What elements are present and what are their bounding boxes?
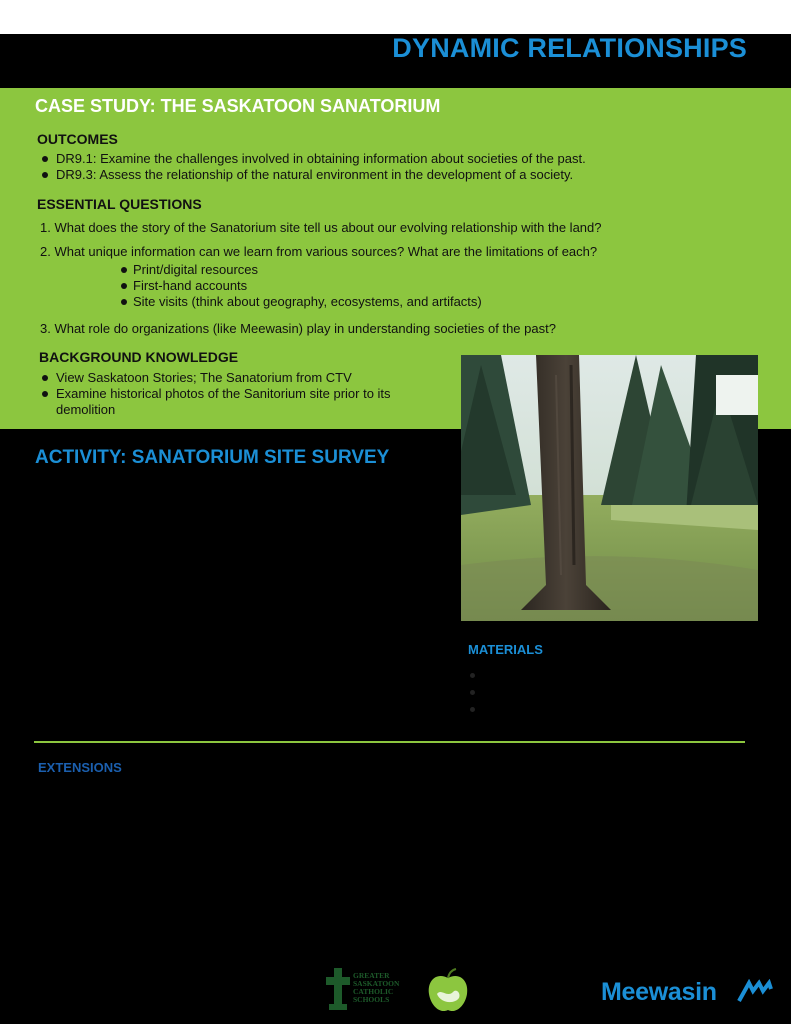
bullet-icon [42, 172, 48, 178]
bullet-icon [121, 283, 127, 289]
meewasin-logo: Meewasin [601, 978, 717, 1006]
section-divider [34, 741, 745, 743]
case-study-title: CASE STUDY: THE SASKATOON SANATORIUM [35, 96, 441, 116]
bullet-icon [42, 156, 48, 162]
activity-title: ACTIVITY: SANATORIUM SITE SURVEY [35, 447, 390, 468]
question-1: 1. What does the story of the Sanatorium site tell us about our evolving relationship with the land? [40, 220, 602, 235]
catholic-schools-cross-icon [326, 968, 350, 1015]
sources-list [120, 262, 482, 310]
bullet-icon [470, 673, 475, 678]
outcomes-list [40, 151, 586, 183]
bullet-icon [121, 299, 127, 305]
background-heading: BACKGROUND KNOWLEDGE [39, 349, 239, 365]
list-item: Site visits (think about geography, ecosystems, and artifacts) [120, 294, 482, 310]
meewasin-wave-icon [737, 979, 773, 1008]
materials-heading: MATERIALS [468, 642, 543, 657]
list-item: First-hand accounts [120, 278, 482, 294]
page-title: DYNAMIC RELATIONSHIPS [392, 33, 747, 63]
bullet-icon [470, 690, 475, 695]
question-3: 3. What role do organizations (like Meewasin) play in understanding societies of the past? [40, 321, 556, 336]
extensions-heading: EXTENSIONS [38, 760, 122, 775]
catholic-schools-logo-text: GREATER SASKATOON CATHOLIC SCHOOLS [353, 971, 400, 1004]
essential-questions-heading: ESSENTIAL QUESTIONS [37, 196, 202, 212]
list-item: View Saskatoon Stories; The Sanatorium from CTV [40, 370, 440, 386]
question-2: 2. What unique information can we learn from various sources? What are the limitations of each? [40, 244, 598, 259]
list-item: Print/digital resources [120, 262, 482, 278]
bullet-icon [470, 707, 475, 712]
list-item: DR9.3: Assess the relationship of the natural environment in the development of a society. [40, 167, 586, 183]
apple-logo-icon [427, 968, 469, 1019]
bullet-icon [42, 375, 48, 381]
bullet-icon [121, 267, 127, 273]
background-list [40, 370, 440, 418]
page-top-margin [0, 0, 791, 34]
list-item: DR9.1: Examine the challenges involved in obtaining information about societies of the past. [40, 151, 586, 167]
tree-photo-illustration [461, 355, 758, 621]
bullet-icon [42, 391, 48, 397]
outcomes-heading: OUTCOMES [37, 131, 118, 147]
sanatorium-site-photo [461, 355, 758, 621]
list-item: Examine historical photos of the Sanitorium site prior to its demolition [40, 386, 426, 418]
